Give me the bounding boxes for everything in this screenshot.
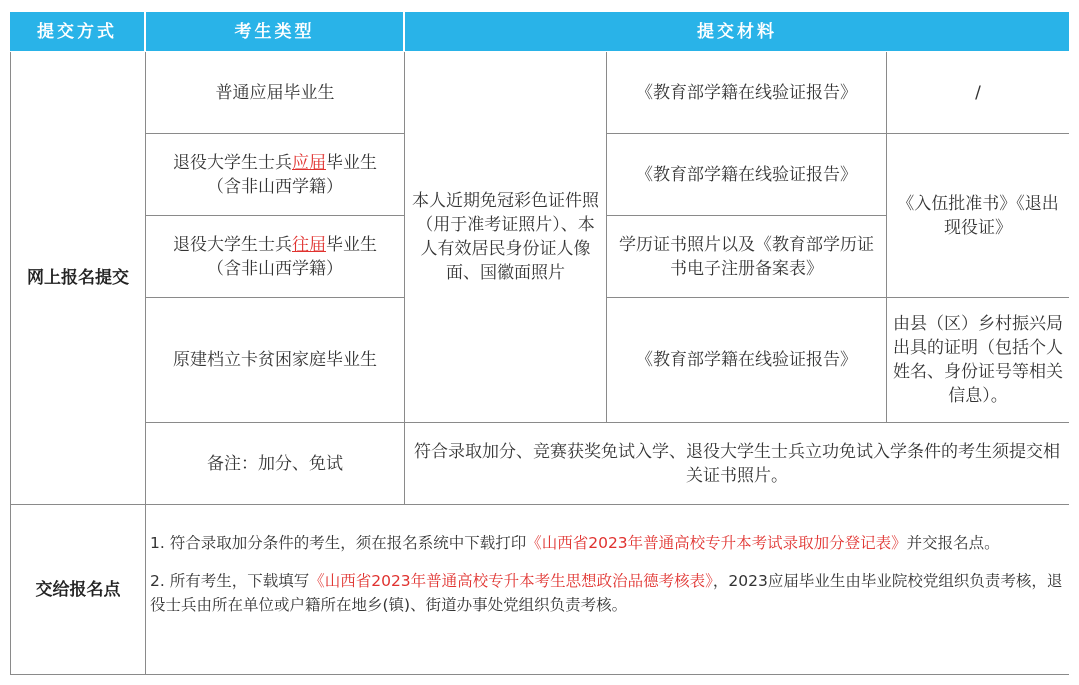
header-materials: 提交材料 bbox=[405, 12, 1069, 52]
material-poverty bbox=[607, 298, 887, 423]
remark-label-text: 备注：加分、免试 bbox=[207, 453, 343, 474]
type-note: （含非山西学籍） bbox=[207, 258, 343, 279]
type-note: （含非山西学籍） bbox=[207, 176, 343, 197]
extra-text: / bbox=[975, 82, 981, 103]
type-label: 普通应届毕业生 bbox=[215, 82, 335, 103]
note-text: 1. 符合录取加分条件的考生，须在报名系统中下载打印 bbox=[150, 534, 527, 552]
header-method: 提交方式 bbox=[10, 12, 146, 52]
type-veteran-current bbox=[146, 134, 405, 216]
material-text: 学历证书照片以及《教育部学历证书电子注册备案表》 bbox=[619, 234, 874, 279]
material-text: 《教育部学籍在线验证报告》 bbox=[636, 164, 857, 185]
type-label-line bbox=[173, 151, 377, 175]
extra-regular bbox=[887, 52, 1069, 134]
type-label-suffix: 毕业生 bbox=[326, 234, 377, 255]
common-material-text: 本人近期免冠彩色证件照（用于准考证照片）、本人有效居民身份证人像面、国徽面照片 bbox=[412, 191, 599, 283]
common-material bbox=[405, 52, 607, 423]
method-online: 网上报名提交 bbox=[10, 52, 146, 505]
type-label-suffix: 毕业生 bbox=[326, 152, 377, 173]
type-label: 原建档立卡贫困家庭毕业生 bbox=[173, 350, 377, 370]
type-veteran-previous bbox=[146, 216, 405, 298]
remark-text-content: 符合录取加分、竞赛获奖免试入学、退役大学生士兵立功免试入学条件的考生须提交相关证书照片。 bbox=[414, 441, 1060, 486]
type-label: 退役大学生士兵 bbox=[173, 234, 292, 255]
type-label: 退役大学生士兵 bbox=[173, 152, 292, 173]
material-veteran-previous bbox=[607, 216, 887, 298]
remark-label bbox=[146, 423, 405, 505]
type-poverty-graduate bbox=[146, 298, 405, 423]
remark-text bbox=[405, 423, 1069, 505]
note-form-title: 《山西省2023年普通高校专升本考生思想政治品德考核表》 bbox=[309, 572, 713, 590]
extra-text: 《入伍批准书》《退出现役证》 bbox=[897, 193, 1059, 238]
extra-veteran bbox=[887, 134, 1069, 298]
note-text: 并交报名点。 bbox=[906, 534, 1000, 552]
onsite-note-1 bbox=[150, 531, 1000, 555]
type-regular-graduate bbox=[146, 52, 405, 134]
header-type: 考生类型 bbox=[146, 12, 405, 52]
note-form-title: 《山西省2023年普通高校专升本考试录取加分登记表》 bbox=[526, 534, 907, 552]
onsite-notes bbox=[146, 505, 1069, 675]
note-text: ，2023应届毕业生由毕业院校党组织负责考核，退役士兵由所在单位或户籍所在地乡(镇)、街道办事处党组织负责考核。 bbox=[150, 572, 1063, 614]
material-regular bbox=[607, 52, 887, 134]
extra-poverty bbox=[887, 298, 1069, 423]
note-text: 2. 所有考生，下载填写 bbox=[150, 572, 310, 590]
material-text: 《教育部学籍在线验证报告》 bbox=[636, 350, 857, 370]
onsite-note-2 bbox=[150, 569, 1063, 617]
type-highlight: 应届 bbox=[292, 152, 326, 173]
extra-text: 由县（区）乡村振兴局出具的证明（包括个人姓名、身份证号等相关信息）。 bbox=[893, 314, 1063, 406]
type-label-line bbox=[173, 233, 377, 257]
type-highlight: 往届 bbox=[292, 234, 326, 255]
method-onsite: 交给报名点 bbox=[10, 505, 146, 675]
material-text: 《教育部学籍在线验证报告》 bbox=[636, 82, 857, 103]
material-veteran-current bbox=[607, 134, 887, 216]
